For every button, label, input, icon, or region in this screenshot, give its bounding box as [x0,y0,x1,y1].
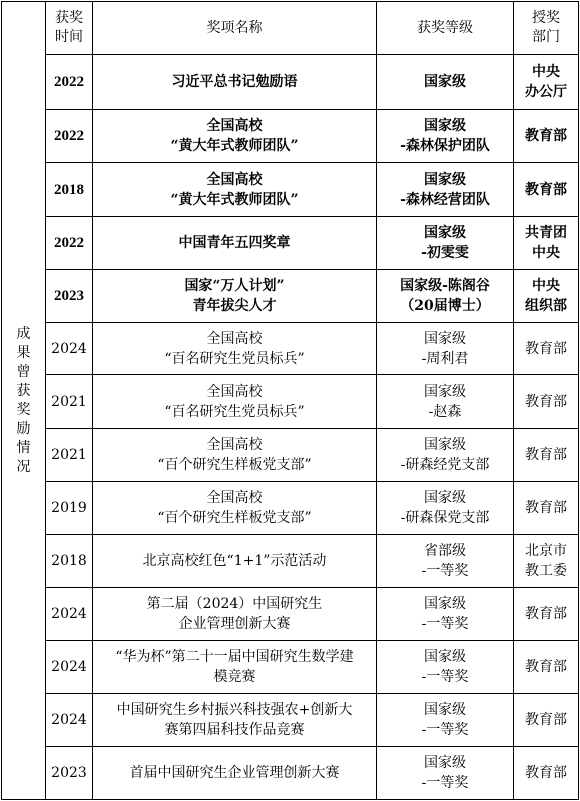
awards-table-body [2,2,579,800]
award-dept-cell [514,217,579,270]
award-level-text: 国家级 -一等奖 [421,596,469,632]
award-level-cell [377,323,514,375]
table-row [2,747,579,800]
award-dept-cell [514,110,579,163]
award-name-cell [93,217,377,270]
award-level-text: 国家级 -一等奖 [421,755,469,791]
award-year-cell [46,694,93,747]
award-year-text: 2022 [54,74,84,90]
award-year-text: 2022 [54,128,84,144]
award-level-text: 国家级-陈阁谷 （20届博士） [400,278,490,314]
table-row [2,694,579,747]
award-level-cell [377,375,514,429]
award-dept-cell [514,163,579,217]
award-name-cell [93,429,377,482]
award-dept-text: 教育部 [525,181,567,198]
award-level-cell [377,270,514,323]
award-year-text: 2019 [51,500,87,516]
award-level-cell [377,588,514,641]
header-row [2,2,579,55]
award-year-text: 2024 [51,340,87,357]
award-name-cell [93,55,377,110]
award-name-text: 首届中国研究生企业管理创新大赛 [129,765,340,781]
award-dept-cell [514,270,579,323]
awards-table [1,1,579,800]
award-level-cell [377,110,514,163]
award-name-cell [93,270,377,323]
award-dept-text: 教育部 [525,500,567,516]
award-name-text: 全国高校 “百个研究生样板党支部” [157,437,312,473]
award-dept-cell [514,747,579,800]
award-name-cell [93,535,377,588]
award-dept-text: 中央 办公厅 [525,64,567,100]
award-year-cell [46,747,93,800]
award-name-text: 全国高校 “黄大年式教师团队” [170,118,299,154]
award-year-cell [46,55,93,110]
award-dept-cell [514,429,579,482]
award-name-text: 习近平总书记勉励语 [171,74,298,90]
award-dept-text: 教育部 [525,712,567,728]
award-year-cell [46,217,93,270]
award-year-cell [46,270,93,323]
award-name-cell [93,588,377,641]
header-level: 获奖等级 [377,2,514,55]
award-year-cell [46,588,93,641]
table-row [2,270,579,323]
award-level-cell [377,482,514,535]
award-year-text: 2023 [51,765,87,781]
award-name-text: 第二届（2024）中国研究生 企业管理创新大赛 [146,596,323,632]
side-label: 成果曾获奖励情况 [16,325,31,475]
award-level-cell [377,217,514,270]
award-level-cell [377,55,514,110]
award-name-cell [93,641,377,694]
award-name-text: 中国研究生乡村振兴科技强农+创新大 赛第四届科技作品竞赛 [116,702,353,738]
table-row [2,588,579,641]
table-row [2,375,579,429]
award-dept-text: 北京市 教工委 [525,543,567,579]
award-name-cell [93,694,377,747]
award-name-text: 国家“万人计划” 青年拔尖人才 [184,278,285,314]
table-row [2,641,579,694]
award-dept-text: 教育部 [525,340,567,357]
award-name-cell [93,163,377,217]
award-year-text: 2021 [51,393,87,410]
award-year-cell [46,163,93,217]
award-dept-cell [514,694,579,747]
award-name-text: 全国高校 “百名研究生党员标兵” [164,330,305,367]
award-dept-cell [514,641,579,694]
award-level-text: 国家级 [424,74,466,90]
award-level-text: 国家级 -研森经党支部 [400,437,490,473]
award-level-text: 省部级 -一等奖 [421,543,469,579]
award-dept-cell [514,323,579,375]
header-dept: 授奖 部门 [514,2,579,55]
award-name-text: 北京高校红色“1+1”示范活动 [142,553,327,569]
award-dept-text: 教育部 [525,659,567,675]
award-year-text: 2021 [51,447,87,463]
award-level-cell [377,694,514,747]
award-name-text: “华为杯”第二十一届中国研究生数学建 模竞赛 [115,649,354,685]
award-level-cell [377,641,514,694]
award-level-text: 国家级 -赵森 [424,383,466,420]
award-dept-text: 教育部 [525,128,567,144]
award-dept-cell [514,588,579,641]
award-name-text: 全国高校 “黄大年式教师团队” [170,171,299,208]
award-dept-cell [514,375,579,429]
table-row [2,163,579,217]
award-name-text: 全国高校 “百个研究生样板党支部” [157,490,312,526]
award-name-cell [93,482,377,535]
table-row [2,429,579,482]
table-row [2,482,579,535]
award-year-cell [46,641,93,694]
award-year-text: 2024 [51,659,87,675]
award-dept-text: 共青团 中央 [525,225,567,261]
award-level-cell [377,163,514,217]
header-name: 奖项名称 [93,2,377,55]
award-year-text: 2024 [51,712,87,728]
award-year-cell [46,482,93,535]
award-name-cell [93,323,377,375]
side-label-cell [2,2,46,800]
award-year-text: 2022 [54,235,84,251]
award-year-text: 2023 [54,288,84,304]
award-name-text: 全国高校 “百名研究生党员标兵” [164,383,305,420]
award-dept-text: 中央 组织部 [525,278,567,314]
award-level-cell [377,535,514,588]
award-dept-text: 教育部 [525,765,567,781]
award-level-cell [377,429,514,482]
award-year-text: 2018 [54,181,84,198]
table-row [2,535,579,588]
award-name-cell [93,747,377,800]
award-dept-cell [514,482,579,535]
table-row [2,323,579,375]
award-level-cell [377,747,514,800]
award-dept-text: 教育部 [525,393,567,410]
award-name-cell [93,375,377,429]
award-year-text: 2024 [51,606,87,622]
award-level-text: 国家级 -森林保护团队 [400,118,490,154]
award-level-text: 国家级 -一等奖 [421,649,469,685]
award-level-text: 国家级 -研森保党支部 [400,490,490,526]
award-year-cell [46,535,93,588]
table-row [2,55,579,110]
award-dept-text: 教育部 [525,606,567,622]
award-level-text: 国家级 -森林经营团队 [400,171,490,208]
table-row [2,110,579,163]
award-level-text: 国家级 -初雯雯 [421,225,469,261]
award-year-cell [46,375,93,429]
award-year-cell [46,323,93,375]
award-year-cell [46,110,93,163]
award-year-text: 2018 [51,553,87,569]
award-year-cell [46,429,93,482]
award-name-cell [93,110,377,163]
award-level-text: 国家级 -一等奖 [421,702,469,738]
award-name-text: 中国青年五四奖章 [178,235,291,251]
table-row [2,217,579,270]
award-dept-text: 教育部 [525,447,567,463]
award-dept-cell [514,535,579,588]
header-time: 获奖 时间 [46,2,93,55]
award-level-text: 国家级 -周利君 [421,330,469,367]
award-dept-cell [514,55,579,110]
